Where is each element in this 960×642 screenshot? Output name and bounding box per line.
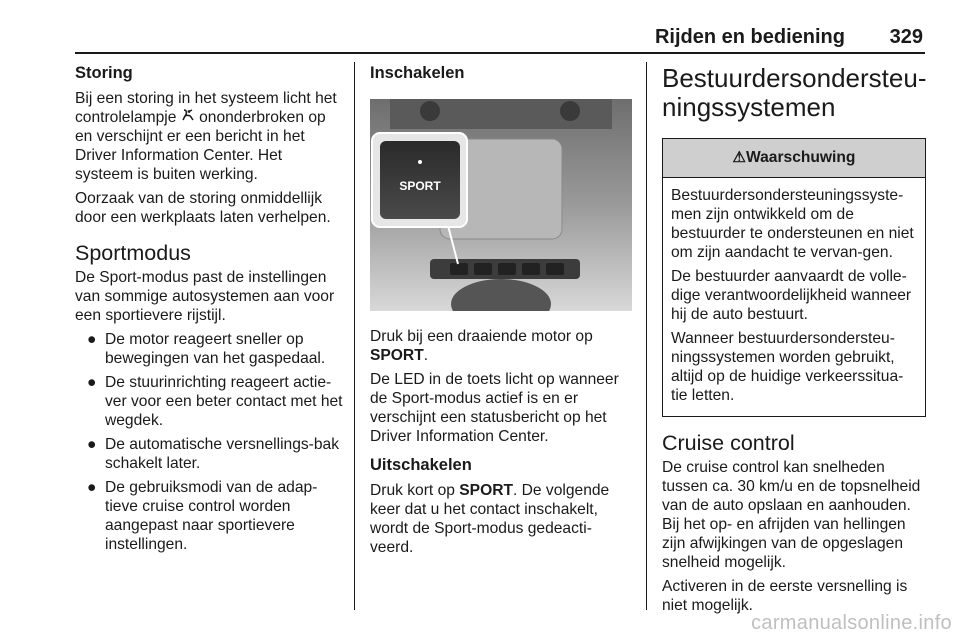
sport-keyword: SPORT <box>370 347 424 364</box>
list-item-text: De gebruiksmodi van de adap-tieve cruise control worden aangepast naar sportievere instellingen. <box>105 479 318 553</box>
section-title: Rijden en bediening <box>654 26 845 48</box>
list-item-text: De stuurinrichting reageert actie-ver voor een beter contact met het wegdek. <box>105 374 343 429</box>
inschakelen-text-c: . <box>423 347 429 364</box>
uitschakelen-text-a: Druk kort op <box>370 482 455 499</box>
page-header <box>75 26 925 54</box>
inschakelen-text-a: Druk bij een draaiende motor op <box>370 328 593 345</box>
photo-sport-label: SPORT <box>399 179 441 193</box>
list-item-text: De motor reageert sneller op bewegingen van het gaspedaal. <box>105 331 326 367</box>
storing-text-b: ononderbroken op en verschijnt er een bericht in het Driver Information Center. Het systeem is buiten werking. <box>75 109 326 183</box>
warning-header <box>663 139 925 178</box>
led-paragraph: De LED in de toets licht op wanneer de Sport-modus actief is en er verschijnt een statusbericht op het Driver Information Center. <box>370 371 619 445</box>
bullet: ● <box>87 331 97 348</box>
bullet: ● <box>87 374 97 391</box>
list-item <box>75 435 343 473</box>
uitschakelen-text-c: . De volgende keer dat u het contact inschakelt, wordt de Sport-modus gedeacti-veerd. <box>370 482 610 556</box>
list-item-text: De automatische versnellings-bak schakelt later. <box>105 436 340 472</box>
warning-box <box>662 138 926 417</box>
watermark-text: carmanualsonline.info <box>751 612 952 634</box>
storing-text-a: Bij een storing in het systeem licht het controlelampje <box>75 90 337 126</box>
sportmodus-intro: De Sport-modus past de instellingen van sommige autosystemen aan voor een sportievere rijstijl. <box>75 269 335 324</box>
cruise-paragraph-1: De cruise control kan snelheden tussen ca. 30 km/u en de topsnelheid van de auto opslaan en aanhouden. Bij het op- en afrijden van hellingen zijn afwijkingen van de opgeslagen snelheid mogelijk. <box>662 459 921 571</box>
list-item <box>75 373 343 430</box>
storing-paragraph-2: Oorzaak van de storing onmiddellijk door een werkplaats laten verhelpen. <box>75 190 331 226</box>
assist-systems-heading: Bestuurdersondersteu-ningssystemen <box>662 63 927 122</box>
sport-lamp-icon <box>181 108 195 127</box>
warning-title: Waarschuwing <box>745 149 856 166</box>
storing-paragraph-1 <box>75 89 343 184</box>
inschakelen-heading: Inschakelen <box>370 64 465 82</box>
uitschakelen-heading: Uitschakelen <box>370 456 472 474</box>
column-2 <box>370 64 632 562</box>
sportmodus-heading: Sportmodus <box>75 241 191 265</box>
cruise-paragraph-2: Activeren in de eerste versnelling is niet mogelijk. <box>662 578 908 614</box>
bullet: ● <box>87 479 97 496</box>
list-item <box>75 330 343 368</box>
column-divider-2 <box>646 62 647 610</box>
cruise-control-heading: Cruise control <box>662 431 795 455</box>
list-item <box>75 478 343 554</box>
header-rule <box>75 52 925 54</box>
warning-paragraph-2: De bestuurder aanvaardt de volle-dige verantwoordelijkheid wanneer hij de auto bestuurt. <box>671 268 912 323</box>
storing-heading: Storing <box>75 64 133 82</box>
bullet: ● <box>87 436 97 453</box>
sport-button-photo <box>370 99 632 311</box>
column-1 <box>75 64 343 559</box>
sport-keyword: SPORT <box>459 482 513 499</box>
warning-paragraph-1: Bestuurdersondersteuningssyste-men zijn ontwikkeld om de bestuurder te ondersteunen en niet om zijn aandacht te vervan-gen. <box>671 187 914 261</box>
column-divider-1 <box>354 62 355 610</box>
warning-paragraph-3: Wanneer bestuurdersondersteu-ningssystemen worden gebruikt, altijd op de huidige verkeerssitua-tie letten. <box>671 330 904 404</box>
warning-icon: ⚠ <box>732 149 746 166</box>
inschakelen-paragraph <box>370 327 632 365</box>
page-number: 329 <box>889 26 923 48</box>
column-3 <box>662 64 926 620</box>
sportmodus-list <box>75 330 343 554</box>
uitschakelen-paragraph <box>370 481 632 557</box>
warning-body <box>663 178 925 416</box>
